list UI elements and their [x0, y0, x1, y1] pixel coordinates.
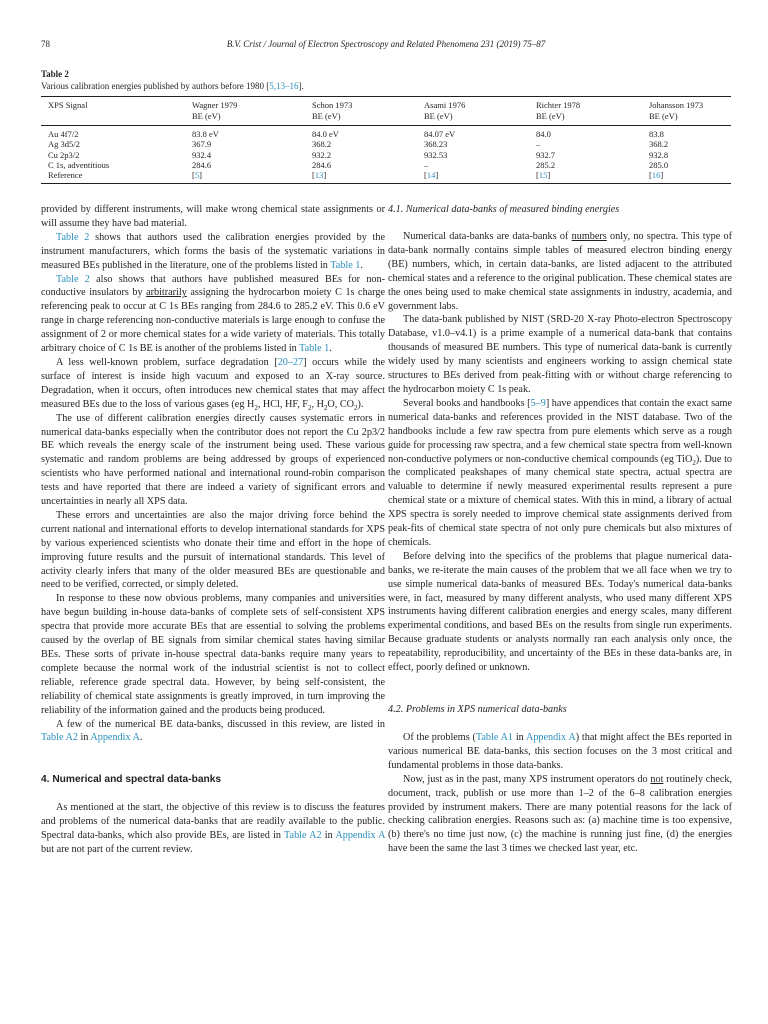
col-header-richter: Richter 1978 BE (eV) — [536, 97, 649, 126]
col-header-xps-signal: XPS Signal — [41, 97, 192, 126]
cell: 368.2 — [312, 139, 332, 150]
appendix-a-link[interactable]: Appendix A — [335, 830, 385, 842]
ref-link-16[interactable]: 16 — [651, 170, 661, 181]
table-caption — [41, 81, 304, 91]
cell: 932.4 — [192, 149, 212, 160]
ref-link-20-27[interactable]: 20–27 — [277, 356, 304, 368]
table-row — [41, 160, 731, 170]
paragraph: In response to these now obvious problems, many companies and universities have begun building in-house data-banks of complete sets of self-consistent XPS spectra that provide more accurate BEs that are essential to solving the problems caused by the overlap of BE signals from similar chemical states having similar BEs. These sorts of private in-house spectral data-banks require many years to complete because the normal work of the industrial scientist is not to collect reliable, reference grade spectral data. However, by being self-consistent, the reliability of chemical state assignments is greatly improved, in turn improving the reliability of the information gained and the products being produced. — [41, 593, 385, 716]
cell: 83.8 eV — [192, 129, 219, 139]
paragraph: Several books and handbooks [5–9] have appendices that contain the exact same numerical data-banks and references provided in the NIST database. Two of the handbooks include a few raw spectra from pure elements which serve as a rough guide for processing raw spectra, and a few chemical state spectra from well-known non-conductive polymers or non-conductive chemical compounds (eg TiO$_2$). Due to the complicated peakshapes of many chemical state spectra, actual spectra are valuable to determine if newly measured experimental results represent a pure chemical state or a mixture of chemical states. With this in mind, a library of actual XPS spectra is sorely needed to improve chemical state assignments derived from peak-fits of chemical state spectra of not only pure chemicals but also mixtures of chemicals. — [388, 397, 732, 548]
table-a2-link[interactable]: Table A2 — [284, 830, 322, 842]
cell: 84.0 eV — [312, 129, 339, 139]
cell: C 1s, adventitious — [48, 159, 110, 170]
cell: 932.2 — [312, 149, 332, 160]
cell: 284.6 — [312, 159, 332, 170]
ref-link-13[interactable]: 13 — [314, 170, 324, 181]
cell: [16] — [649, 170, 664, 181]
appendix-a-link[interactable]: Appendix A — [525, 732, 576, 743]
cell: 83.8 — [649, 129, 664, 139]
table-row — [41, 126, 731, 140]
table-2-link[interactable]: Table 2 — [56, 273, 90, 285]
journal-citation: B.V. Crist / Journal of Electron Spectroscopy and Related Phenomena 231 (2019) 75–87 — [226, 39, 546, 49]
ref-link-14[interactable]: 14 — [426, 170, 436, 181]
col-header-asami: Asami 1976 BE (eV) — [424, 97, 536, 126]
cell: Cu 2p3/2 — [48, 149, 80, 160]
table-reference-row — [41, 170, 731, 184]
table-2-link[interactable]: Table 2 — [56, 231, 90, 243]
table-row — [41, 139, 731, 149]
ref-link-15[interactable]: 15 — [538, 170, 548, 181]
cell: 932.7 — [536, 149, 556, 160]
paragraph: Before delving into the specifics of the problems that plague numerical data-banks, we re-iterate the main causes of the problem that we all face when we try to use simple numerical data-banks of measured BEs. Today's numerical data-banks were, in fact, measured by many different analysts, who used many different XPS instruments having different calibration energies and energy scales, many different experimental conditions, and based BEs on the results from single run experiments. Because graduate students or analysts normally ran each analysis only once, the repeatability, reproducibility, and uncertainty of the BEs in these data-banks are, in effect, poorly defined or unknown. — [388, 550, 732, 674]
table-row — [41, 150, 731, 160]
paragraph: Numerical data-banks are data-banks of numbers only, no spectra. This type of data-bank normally contains simple tables of measured electron binding energy (BE) numbers, which, in certain data-banks, are listed adjacent to the attributed chemical states and a reference to the original publication. These chemical states are the ones being used to make chemical state assignments in industry, academia, and government labs. — [388, 231, 733, 312]
left-column — [41, 203, 385, 857]
cell: 84.0 — [536, 129, 551, 139]
cell: 285.2 — [536, 159, 556, 170]
paragraph: Now, just as in the past, many XPS instrument operators do not routinely check, document, track, publish or use more than 1–2 of the 6–8 calibration energies provided by instrument makers. There are many potential reasons for the lack of checking calibration energies. Reasons such as: (a) machine time is too expensive, (b) there's no time just now, (c) the machine is running just fine, (d) the energies have been the same the last 3 times we checked last year, etc. — [388, 773, 732, 855]
paragraph: Table 2 also shows that authors have published measured BEs for non-conductive insulators by arbitrarily assigning the hydrocarbon moiety C 1s charge referencing peak to occur at C 1s BEs ranging from 284.6 to 285.2 eV. This 0.6 eV range in charge referencing non-conductive materials is large enough to confuse the assignment of 2 or more chemical states for a wide variety of materials. This totally arbitrary choice of C 1s BE is another of the problems listed in Table 1. — [41, 273, 386, 355]
cell: 84.07 eV — [424, 129, 456, 139]
col-header-wagner: Wagner 1979 BE (eV) — [192, 97, 312, 126]
cell: [15] — [536, 170, 551, 181]
paragraph: The use of different calibration energies directly causes systematic errors in numerical data-banks especially when the contributor does not report the Cu 2p3/2 BE which reveals the energy scale of the instrument being used. These various systematic and random problems are being addressed by groups of experienced scientists who have performed national and international round-robin comparison tests and have reported that there are indeed a variety of significant errors and uncertainties in nearly all XPS data. — [41, 412, 385, 508]
table-header-row — [41, 97, 731, 126]
cell: Au 4f7/2 — [48, 129, 79, 139]
cell: 932.53 — [424, 149, 448, 160]
cell: – — [536, 139, 541, 150]
cell: 284.6 — [192, 159, 212, 170]
calibration-table — [41, 96, 731, 184]
cell: 368.2 — [649, 139, 669, 150]
cell: [14] — [424, 170, 439, 181]
ref-link-5[interactable]: 5 — [194, 170, 200, 181]
underlined-word: numbers — [571, 231, 607, 242]
table-a1-link[interactable]: Table A1 — [475, 732, 514, 743]
paragraph: A less well-known problem, surface degradation [20–27] occurs while the surface of interest is inside high vacuum and exposed to an X-ray source. Degradation, when it occurs, often introduces new chemical states that may affect measured BEs due to the loss of various gases (eg $H_2$, HCl, HF, $F_2$, $H_2O$, $CO_2$). — [41, 356, 385, 412]
caption-text: Various calibration energies published by authors before 1980 [ — [41, 81, 270, 91]
appendix-a-link[interactable]: Appendix A — [90, 732, 140, 744]
caption-refs-link[interactable]: 5,13–16 — [269, 81, 299, 91]
table-1-link[interactable]: Table 1 — [330, 259, 361, 271]
paragraph: These errors and uncertainties are also the major driving force behind the current national and international efforts to develop international standards for XPS by various experienced scientists who donate their time and effort in the hope of improving future results and the pursuit of international standards. This level of activity clearly infers that many of the older measured BEs are questionable and need to be verified, corrected, or simply deleted. — [41, 509, 385, 591]
ref-link-5-9[interactable]: 5–9 — [530, 397, 546, 409]
table-a2-link[interactable]: Table A2 — [41, 732, 78, 744]
cell: Reference — [48, 170, 83, 181]
paragraph: A few of the numerical BE data-banks, discussed in this review, are listed in Table A2 in Appendix A. — [41, 718, 385, 744]
cell: 285.0 — [649, 159, 669, 170]
cell: 368.23 — [424, 139, 448, 150]
paragraph: Table 2 shows that authors used the calibration energies provided by the instrument manufacturers, which forms the basis of the systematic variations in measured BEs published in the literature, one of the problems listed in Table 1. — [41, 231, 385, 271]
paragraph: The data-bank published by NIST (SRD-20 X-ray Photo-electron Spectroscopy Database, v1.0–v4.1) is a prime example of a numerical data-bank that contains thousands of measured BE numbers. This type of numerical data-bank is currently widely used by many scientists and engineers working to assign chemical state structures to BEs derived from peak-fitting with or without charge referencing to the hydrocarbon moiety C 1s peak. — [388, 314, 732, 395]
paragraph: As mentioned at the start, the objective of this review is to discuss the features and problems of the numerical data-banks that are readily available to the public. Spectral data-banks, which also provide BEs, are listed in Table A2 in Appendix A but are not part of the current review. — [41, 802, 385, 856]
table-label: Table 2 — [41, 69, 69, 79]
section-4-heading: 4. Numerical and spectral data-banks — [41, 774, 222, 786]
section-4-2-heading: 4.2. Problems in XPS numerical data-banks — [388, 704, 567, 715]
cell: – — [424, 159, 429, 170]
cell: 932.8 — [649, 149, 669, 160]
col-header-johansson: Johansson 1973 BE (eV) — [649, 97, 731, 126]
caption-end: ]. — [298, 81, 304, 91]
table-1-link[interactable]: Table 1 — [299, 343, 330, 355]
underlined-word: arbitrarily — [146, 287, 187, 299]
cell: 367.9 — [192, 139, 212, 150]
cell: [13] — [312, 170, 327, 181]
paragraph: provided by different instruments, will make wrong chemical state assignments or will assume they have bad material. — [41, 204, 385, 229]
paragraph: Of the problems (Table A1 in Appendix A) that might affect the BEs reported in various numerical BE data-banks, this section focuses on the 3 most critical and fundamental problems in those data-banks. — [388, 732, 732, 771]
page-number: 78 — [41, 39, 50, 49]
right-column — [388, 203, 732, 856]
cell: [5] — [192, 170, 202, 181]
section-4-1-heading: 4.1. Numerical data-banks of measured binding energies — [388, 204, 620, 215]
cell: Ag 3d5/2 — [48, 139, 80, 150]
underlined-word: not — [650, 773, 664, 785]
col-header-schon: Schon 1973 BE (eV) — [312, 97, 424, 126]
